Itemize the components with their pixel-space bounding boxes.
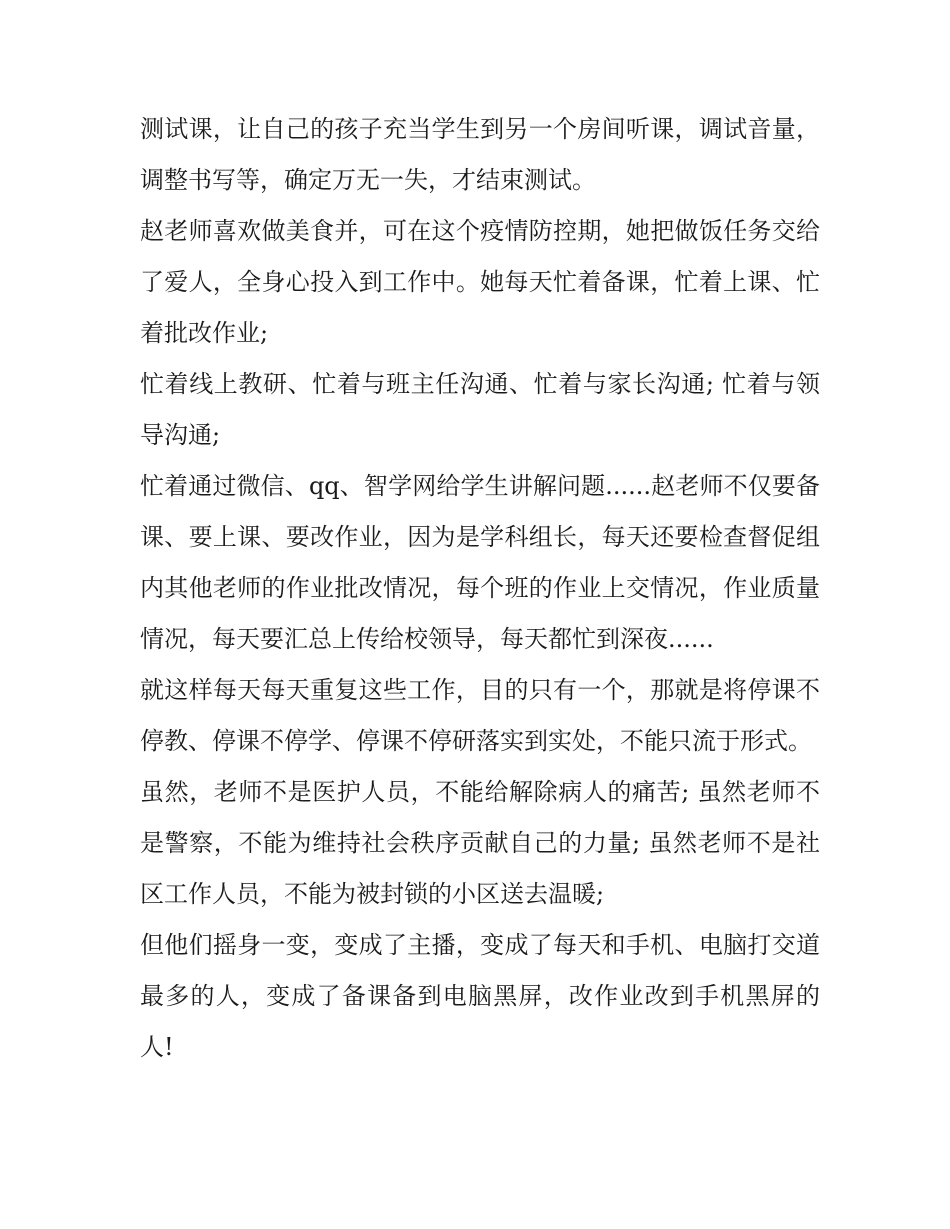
paragraph-5: 就这样每天每天重复这些工作，目的只有一个，那就是将停课不停教、停课不停学、停课不停研落实到实处，不能只流于形式。	[140, 676, 820, 755]
document-body	[140, 104, 820, 1073]
paragraph-7: 但他们摇身一变，变成了主播，变成了每天和手机、电脑打交道最多的人，变成了备课备到电脑黑屏，改作业改到手机黑屏的人!	[140, 931, 820, 1061]
paragraph-1: 测试课，让自己的孩子充当学生到另一个房间听课，调试音量，调整书写等，确定万无一失，才结束测试。	[140, 115, 820, 194]
paragraph-2: 赵老师喜欢做美食并，可在这个疫情防控期，她把做饭任务交给了爱人，全身心投入到工作中。她每天忙着备课，忙着上课、忙着批改作业;	[140, 217, 820, 347]
paragraph-4: 忙着通过微信、qq、智学网给学生讲解问题......赵老师不仅要备课、要上课、要改作业，因为是学科组长，每天还要检查督促组内其他老师的作业批改情况，每个班的作业上交情况，作业质量情况，每天要汇总上传给校领导，每天都忙到深夜......	[140, 472, 820, 653]
paragraph-6: 虽然，老师不是医护人员，不能给解除病人的痛苦; 虽然老师不是警察，不能为维持社会秩序贡献自己的力量; 虽然老师不是社区工作人员，不能为被封锁的小区送去温暖;	[140, 778, 820, 908]
paragraph-3: 忙着线上教研、忙着与班主任沟通、忙着与家长沟通; 忙着与领导沟通;	[140, 370, 820, 449]
